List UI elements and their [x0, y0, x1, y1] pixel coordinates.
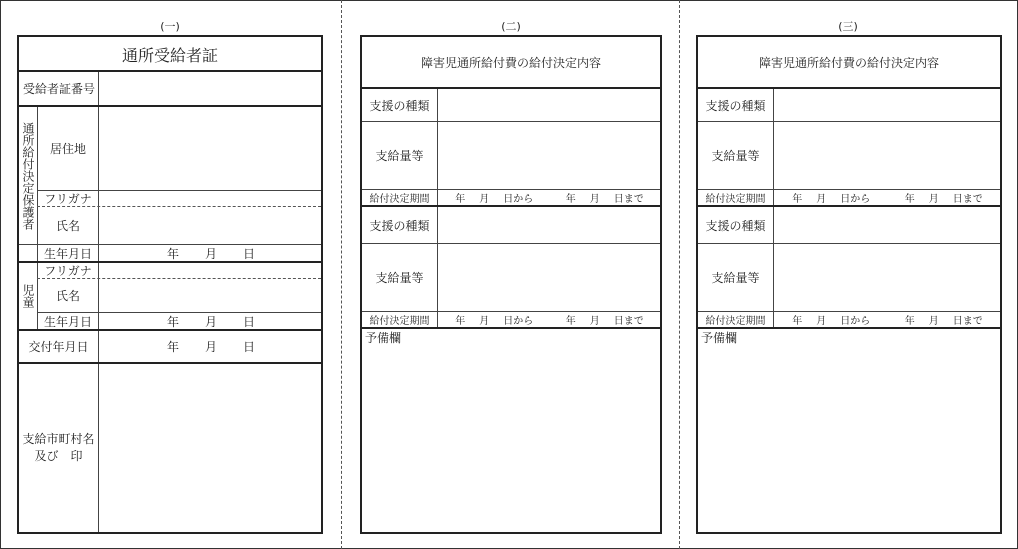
month-unit: 月 — [589, 194, 600, 205]
support-amount-field[interactable] — [775, 122, 1000, 189]
decision-title: 障害児通所給付費の給付決定内容 — [758, 55, 939, 70]
year-unit: 年 — [455, 194, 466, 205]
support-amount-label: 支給量等 — [375, 149, 424, 163]
from-unit: 日から — [840, 194, 871, 205]
municipality-seal-label: 支給市町村名 及び 印 — [22, 432, 95, 463]
support-type-label: 支援の種類 — [369, 98, 430, 113]
remarks-field[interactable] — [698, 345, 1000, 532]
benefit-decision-panel-2 — [360, 35, 662, 534]
remarks-field[interactable] — [362, 345, 660, 532]
until-unit: 日まで — [952, 316, 983, 327]
year-unit: 年 — [792, 316, 803, 327]
support-type-field[interactable] — [775, 89, 1000, 121]
card-title: 通所受給者証 — [121, 45, 218, 65]
fold-line-1 — [341, 0, 342, 549]
month-unit: 月 — [928, 194, 939, 205]
month-unit: 月 — [479, 194, 490, 205]
period-field[interactable] — [439, 190, 660, 205]
month-unit: 月 — [479, 316, 490, 327]
rule — [98, 107, 99, 329]
day-unit: 日 — [243, 314, 256, 329]
support-amount-field[interactable] — [775, 244, 1000, 311]
period-field[interactable] — [775, 312, 1000, 327]
rule — [773, 190, 774, 205]
caption-panel-3: (三) — [838, 20, 858, 33]
benefit-decision-panel-3 — [696, 35, 1002, 534]
guardian-name-field[interactable] — [101, 191, 321, 244]
support-amount-field[interactable] — [439, 122, 660, 189]
rule — [773, 207, 774, 311]
until-unit: 日まで — [952, 194, 983, 205]
month-unit: 月 — [204, 246, 217, 261]
caption-panel-1: (一) — [160, 20, 180, 33]
support-amount-label: 支給量等 — [375, 271, 424, 285]
year-unit: 年 — [792, 194, 803, 205]
month-unit: 月 — [589, 316, 600, 327]
recipient-number-field[interactable] — [101, 72, 321, 105]
support-amount-label: 支給量等 — [711, 271, 760, 285]
child-birthdate-label: 生年月日 — [43, 314, 92, 329]
until-unit: 日まで — [613, 316, 644, 327]
year-unit: 年 — [166, 246, 179, 261]
child-name-label: 氏名 — [55, 289, 80, 303]
guardian-furigana-label: フリガナ — [44, 192, 92, 206]
remarks-label: 予備欄 — [365, 330, 402, 345]
from-unit: 日から — [503, 194, 534, 205]
period-label: 給付決定期間 — [705, 194, 766, 205]
child-group-cell — [19, 263, 37, 329]
address-label: 居住地 — [49, 142, 86, 156]
guardian-birthdate-field[interactable] — [101, 245, 321, 261]
period-label: 給付決定期間 — [705, 316, 766, 327]
guardian-group-cell — [19, 107, 37, 244]
year-unit: 年 — [904, 194, 915, 205]
support-type-label: 支援の種類 — [705, 98, 766, 113]
caption-panel-2: (二) — [501, 20, 521, 33]
guardian-name-label: 氏名 — [55, 219, 80, 233]
support-amount-label: 支給量等 — [711, 149, 760, 163]
child-birthdate-field[interactable] — [101, 313, 321, 329]
guardian-birthdate-label: 生年月日 — [43, 246, 92, 261]
support-type-field[interactable] — [439, 207, 660, 243]
rule — [98, 72, 99, 106]
guardian-group-label: 通所給付決定保護者 — [21, 121, 35, 230]
issue-date-field[interactable] — [101, 331, 321, 362]
month-unit: 月 — [816, 194, 827, 205]
support-type-label: 支援の種類 — [705, 218, 766, 233]
municipality-seal-field[interactable] — [101, 364, 321, 532]
until-unit: 日まで — [613, 194, 644, 205]
period-field[interactable] — [775, 190, 1000, 205]
remarks-label: 予備欄 — [701, 330, 738, 345]
month-unit: 月 — [204, 314, 217, 329]
from-unit: 日から — [503, 316, 534, 327]
support-amount-field[interactable] — [439, 244, 660, 311]
support-type-field[interactable] — [775, 207, 1000, 243]
child-furigana-label: フリガナ — [44, 264, 92, 278]
year-unit: 年 — [565, 316, 576, 327]
support-type-label: 支援の種類 — [369, 218, 430, 233]
rule — [437, 207, 438, 311]
year-unit: 年 — [455, 316, 466, 327]
month-unit: 月 — [928, 316, 939, 327]
recipient-card-panel — [17, 35, 323, 534]
rule — [773, 312, 774, 327]
address-field[interactable] — [101, 107, 321, 190]
period-label: 給付決定期間 — [369, 316, 430, 327]
rule — [773, 89, 774, 189]
issue-date-label: 交付年月日 — [28, 340, 89, 354]
year-unit: 年 — [904, 316, 915, 327]
rule — [437, 190, 438, 205]
day-unit: 日 — [243, 340, 256, 354]
year-unit: 年 — [565, 194, 576, 205]
month-unit: 月 — [204, 340, 217, 354]
period-field[interactable] — [439, 312, 660, 327]
year-unit: 年 — [166, 314, 179, 329]
month-unit: 月 — [816, 316, 827, 327]
child-group-label: 児童 — [21, 284, 35, 308]
decision-title: 障害児通所給付費の給付決定内容 — [420, 55, 601, 70]
from-unit: 日から — [840, 316, 871, 327]
year-unit: 年 — [166, 340, 179, 354]
day-unit: 日 — [243, 246, 256, 261]
child-name-field[interactable] — [101, 263, 321, 312]
rule — [437, 312, 438, 327]
period-label: 給付決定期間 — [369, 194, 430, 205]
recipient-number-label: 受給者証番号 — [22, 82, 95, 96]
support-type-field[interactable] — [439, 89, 660, 121]
fold-line-2 — [679, 0, 680, 549]
rule — [437, 89, 438, 189]
